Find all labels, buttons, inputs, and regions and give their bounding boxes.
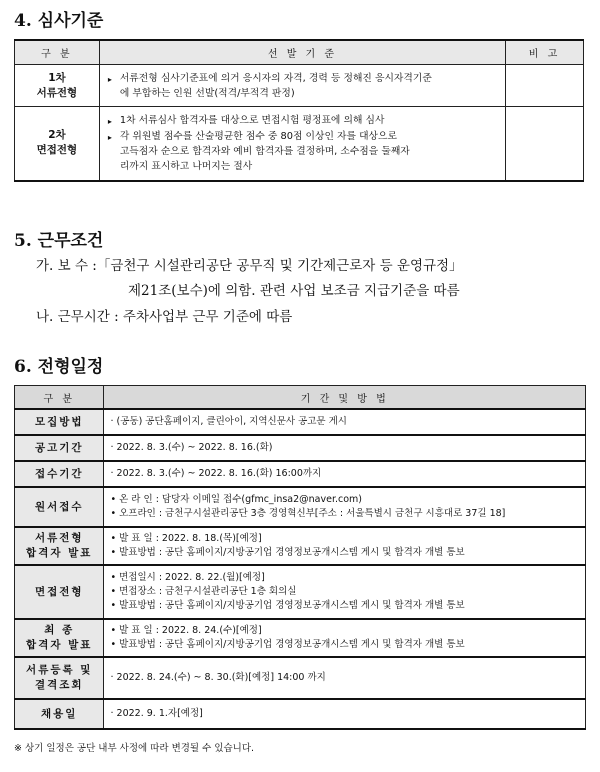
row-label: 채용일	[15, 699, 104, 729]
row-content: • 온 라 인 : 담당자 이메일 접수(gfmc_insa2@naver.com) • 오프라인 : 금천구시설관리공단 3층 경영혁신부[주소 : 서울특별시 금천구 시흥대로 37길 18]	[104, 487, 586, 527]
row-content: · 2022. 8. 3.(수) ~ 2022. 8. 16.(화) 16:00까지	[104, 461, 586, 487]
section6-title: 6. 전형일정	[14, 357, 104, 377]
row-content: • 발 표 일 : 2022. 8. 24.(수)[예정] • 발표방법 : 공단 홈페이지/지방공기업 경영정보공개시스템 게시 및 합격자 개별 통보	[104, 619, 586, 657]
bullet-icon: ▸	[107, 116, 112, 126]
row-label: 공고기간	[15, 435, 104, 461]
row-content: • 면접일시 : 2022. 8. 22.(월)[예정] • 면접장소 : 금천구시설관리공단 1층 회의실 • 발표방법 : 공단 홈페이지/지방공기업 경영정보공개시스템 게시 및 합격자 개별 통보	[104, 565, 586, 619]
row-label: 면접전형	[15, 565, 104, 619]
remarks-cell	[506, 107, 584, 181]
salary-line-2: 제21조(보수)에 의함. 관련 사업 보조금 지급기준을 따름	[128, 283, 460, 299]
bullet-icon: ▸	[107, 74, 112, 84]
row-label: 2차 면접전형	[15, 107, 100, 181]
row-content: · 2022. 8. 24.(수) ~ 8. 30.(화)[예정] 14:00 까지	[104, 657, 586, 699]
row-label: 접수기간	[15, 461, 104, 487]
header-period-method: 기 간 및 방 법	[104, 386, 586, 410]
schedule-table	[14, 385, 586, 730]
screening-criteria-table	[14, 39, 584, 182]
row-content: · 2022. 8. 3.(수) ~ 2022. 8. 16.(화)	[104, 435, 586, 461]
criteria-cell: ▸ 1차 서류심사 합격자를 대상으로 면접시험 평정표에 의해 심사 ▸ 각 위원별 점수를 산술평균한 점수 중 80점 이상인 자를 대상으로 고득점자 순으로 합격자와 예비 합격자를 결정하며, 소수점을 둘째자 리까지 표시하고 나머지는 절사	[99, 107, 505, 181]
row-label: 서류전형 합격자 발표	[15, 527, 104, 565]
row-label: 원서접수	[15, 487, 104, 527]
row-content: · 2022. 9. 1.자[예정]	[104, 699, 586, 729]
header-criteria: 선 발 기 준	[99, 40, 505, 65]
row-label: 최 종 합격자 발표	[15, 619, 104, 657]
row-content: • 발 표 일 : 2022. 8. 18.(목)[예정] • 발표방법 : 공단 홈페이지/지방공기업 경영정보공개시스템 게시 및 합격자 개별 통보	[104, 527, 586, 565]
criteria-cell: ▸ 서류전형 심사기준표에 의거 응시자의 자격, 경력 등 정해진 응시자격기준 에 부합하는 인원 선발(적격/부적격 판정)	[99, 65, 505, 107]
schedule-footnote: ※ 상기 일정은 공단 내부 사정에 따라 변경될 수 있습니다.	[14, 743, 255, 754]
remarks-cell	[506, 65, 584, 107]
header-category: 구 분	[15, 386, 104, 410]
header-category: 구 분	[15, 40, 100, 65]
working-hours-line: 나. 근무시간 : 주차사업부 근무 기준에 따름	[36, 309, 293, 325]
row-label: 모집방법	[15, 409, 104, 435]
salary-line: 가. 보 수 :「금천구 시설관리공단 공무직 및 기간제근로자 등 운영규정」	[36, 258, 463, 274]
section5-title: 5. 근무조건	[14, 231, 104, 251]
row-label: 1차 서류전형	[15, 65, 100, 107]
row-label: 서류등록 및 결격조회	[15, 657, 104, 699]
header-remarks: 비 고	[506, 40, 584, 65]
row-content: · (공동) 공단홈페이지, 클린아이, 지역신문사 공고문 게시	[104, 409, 586, 435]
section4-title: 4. 심사기준	[14, 11, 104, 31]
bullet-icon: ▸	[107, 132, 112, 142]
